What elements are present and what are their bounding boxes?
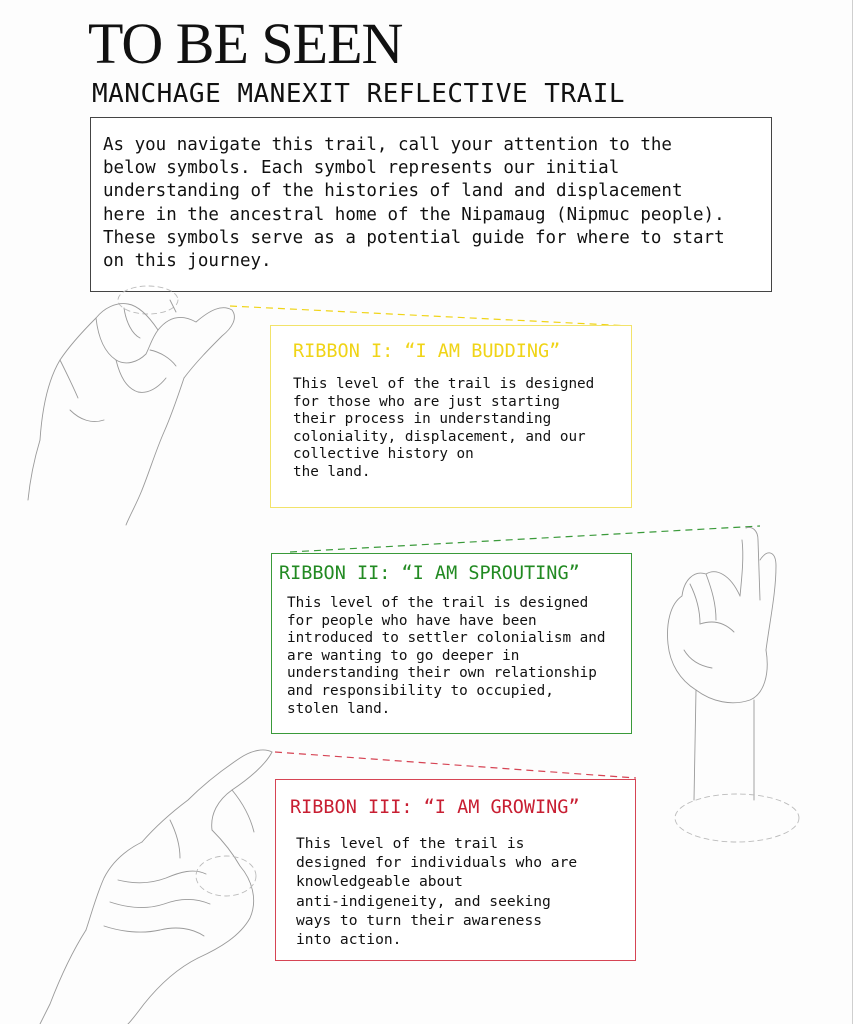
intro-text-box: As you navigate this trail, call your attention to the below symbols. Each symbol represents our initial understanding of the histories of land and displacement here in the ancestral home of the Nipamaug (Nipmuc people). These symbols serve as a potential guide for where to start on this journey. bbox=[90, 117, 772, 292]
ribbon-3-connector-line bbox=[275, 752, 636, 778]
ribbon-2-card bbox=[271, 553, 632, 734]
ribbon-1-card bbox=[270, 325, 632, 508]
ribbon-3-description: This level of the trail is designed for individuals who are knowledgeable about anti-indigeneity, and seeking ways to turn their awareness into action. bbox=[296, 835, 578, 949]
ribbon-1-connector-line bbox=[230, 306, 632, 326]
ribbon-1-description: This level of the trail is designed for those who are just starting their process in understanding coloniality, displacement, and our collective history on the land. bbox=[293, 376, 595, 480]
raised-finger-hand-icon bbox=[668, 528, 799, 843]
pointing-hand-icon bbox=[28, 286, 234, 525]
ribbon-2-connector-line bbox=[290, 526, 760, 552]
page-subtitle: MANCHAGE MANEXIT REFLECTIVE TRAIL bbox=[92, 79, 626, 109]
reaching-hand-icon bbox=[40, 750, 272, 1024]
page-title: TO BE SEEN bbox=[88, 11, 403, 76]
ribbon-2-heading: RIBBON II: “I AM SPROUTING” bbox=[279, 563, 580, 584]
ribbon-3-card bbox=[275, 779, 636, 961]
ribbon-2-description: This level of the trail is designed for people who have have been introduced to settler colonialism and are wanting to go deeper in understanding their own relationship and responsibility to occupied, stolen land. bbox=[287, 595, 606, 717]
ribbon-1-heading: RIBBON I: “I AM BUDDING” bbox=[293, 341, 561, 362]
ribbon-3-heading: RIBBON III: “I AM GROWING” bbox=[290, 797, 580, 818]
